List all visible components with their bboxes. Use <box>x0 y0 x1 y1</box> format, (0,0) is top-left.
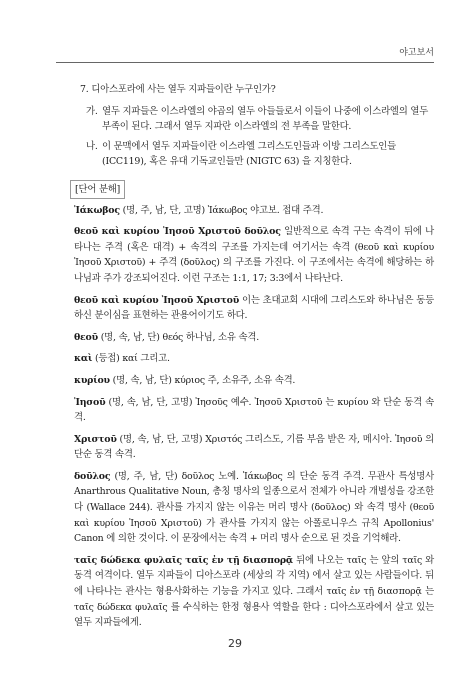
greek-term: Χριστοῦ <box>74 433 117 445</box>
paragraph-text: (명, 주, 남, 단, 고명) Ἰάκωβος 야고보. 접대 주격. <box>119 204 324 216</box>
analysis-paragraph <box>74 330 434 346</box>
analysis-paragraph <box>74 469 434 547</box>
option-marker: 가. <box>86 105 98 117</box>
greek-term: κυρίου <box>74 374 110 386</box>
paragraph-text: (명, 속, 남, 단, 고명) Ἰησοῦς 예수. Ἰησοῦ Χριστοῦ 는 κυρίου 와 단순 동격 속격. <box>74 396 434 424</box>
paragraph-text: (등접) καί 그리고. <box>92 353 170 365</box>
question-text: 7. 디아스포라에 사는 열두 지파들이란 누구인가? <box>80 84 276 95</box>
paragraph-text: (명, 속, 남, 단, 고명) Χριστός 그리스도, 기름 부음 받은 자, 메시아. Ἰησοῦ 의 단순 동격 속격. <box>74 433 434 461</box>
page-number: 29 <box>228 637 242 650</box>
analysis-paragraph <box>74 395 434 426</box>
greek-term: θεοῦ <box>74 331 98 343</box>
greek-term: δοῦλος <box>74 470 111 482</box>
option-marker: 나. <box>86 140 98 152</box>
greek-term: Ἰάκωβος <box>74 204 120 216</box>
greek-term: καὶ <box>74 353 93 365</box>
analysis-paragraph <box>74 224 434 286</box>
paragraph-text: 일반적으로 속격 구는 속격이 뒤에 나타나는 주격 (혹은 대격) + 속격의 구조를 가지는데 여기서는 속격 (θεοῦ καὶ κυρίου Ἰησοῦ Χριστοῦ) + 주격 (δοῦλος) 의 구조를 가진다. 이 구조에서는 속격에 해당하는 하나님과 주가 강조되어진다. 이런 구조는 1:1, 17; 3:3에서 나타난다. <box>74 226 434 284</box>
analysis-paragraph <box>74 553 434 631</box>
analysis-paragraph <box>74 203 434 219</box>
option-text: 이 문맥에서 열두 지파들이란 이스라엘 그리스도인들과 이방 그리스도인들(ICC119), 혹은 유대 기독교인들만 (NIGTC 63) 을 지칭한다. <box>102 140 397 168</box>
analysis-paragraph <box>74 351 434 367</box>
paragraph-text: 뒤에 나오는 ταῖς 는 앞의 ταῖς 와 동격 여격이다. 열두 지파들이 디아스포라 (세상의 각 지역) 에서 살고 있는 사람들이다. 뒤에 나타나는 관사는 형용사화하는 기능을 가지고 있다. 그래서 ταῖς ἐν τῇ διασπορᾷ 는 ταῖς δώδεκα φυλαῖς 를 수식하는 한정 형용사 역할을 한다 : 디아스포라에서 살고 있는 열두 지파들에게. <box>74 554 434 629</box>
section-title: [단어 분해] <box>70 180 125 199</box>
header-rule <box>56 62 434 63</box>
paragraph-text: (명, 속, 남, 단) κύριος 주, 소유주, 소유 속격. <box>109 374 296 386</box>
analysis-paragraph <box>74 432 434 463</box>
paragraph-text: (명, 속, 남, 단) θεός 하나님, 소유 속격. <box>97 331 259 343</box>
analysis-paragraph <box>74 373 434 389</box>
page-content <box>74 82 434 637</box>
paragraph-text: (명, 주, 남, 단) δοῦλος 노예. Ἰάκωβος 의 단순 동격 주격. 무관사 특성명사 Anarthrous Qualitative Noun, 총칭 명사의 일종으로서 전체가 아니라 개별성을 강조한다 (Wallace 244). 관사를 가지지 않는 이유는 머리 명사 (δοῦλος) 와 속격 명사 (θεοῦ καὶ κυρίου Ἰησοῦ Χριστοῦ) 가 관사를 가지지 않는 아폴로니우스 규칙 Apollonius' Canon 에 의한 것이다. 이 문장에서는 속격 + 머리 명사 순으로 된 것을 기억해라. <box>74 470 434 545</box>
answer-option <box>86 104 434 135</box>
analysis-paragraph <box>74 293 434 324</box>
option-text: 열두 지파들은 이스라엘의 야곱의 열두 아들들로서 이들이 나중에 이스라엘의 열두 부족이 된다. 그래서 열두 지파란 이스라엘의 전 부족을 말한다. <box>102 105 429 133</box>
answer-option <box>86 139 434 170</box>
paragraph-text: 이는 초대교회 시대에 그리스도와 하나님은 동등하신 분이심을 표현하는 관용어이기도 하다. <box>74 294 434 322</box>
greek-term: θεοῦ καὶ κυρίου Ἰησοῦ Χριστοῦ <box>74 294 239 306</box>
greek-term: Ἰησοῦ <box>74 396 106 408</box>
greek-term: θεοῦ καὶ κυρίου Ἰησοῦ Χριστοῦ δοῦλος <box>74 226 281 238</box>
greek-term: ταῖς δώδεκα φυλαῖς ταῖς ἐν τῇ διασπορᾷ <box>74 554 293 566</box>
running-head: 야고보서 <box>399 48 434 58</box>
